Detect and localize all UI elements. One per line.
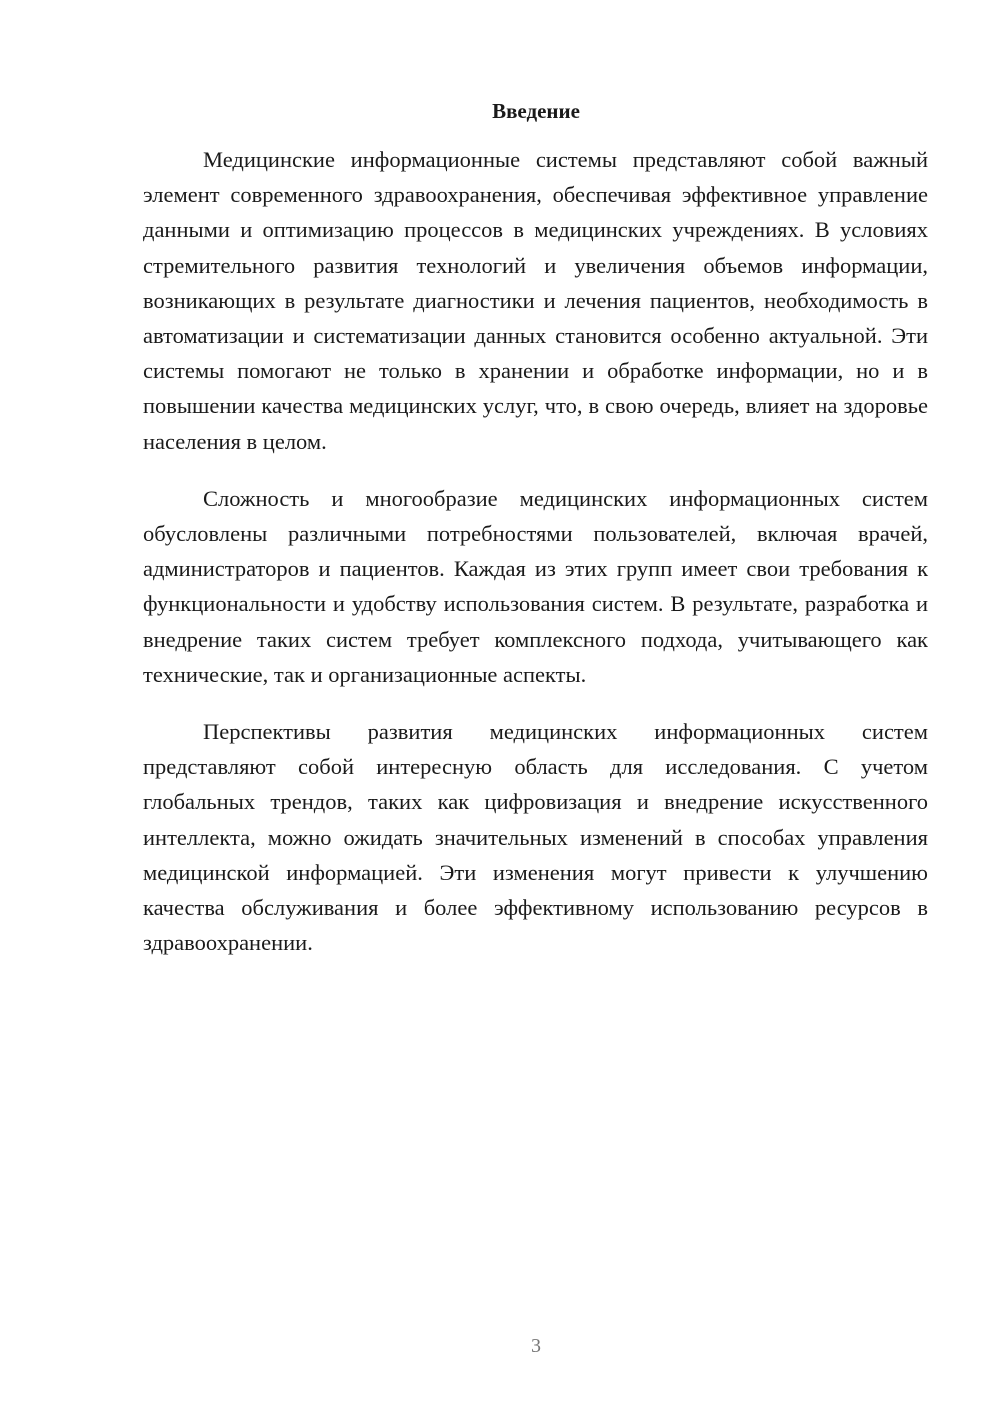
paragraph-1: Медицинские информационные системы представляют собой важный элемент современного здравоохранения, обеспечивая эффективное управление данными и оптимизацию процессов в медицинских учреждениях. В условиях стремительного развития технологий и увеличения объемов информации, возникающих в результате диагностики и лечения пациентов, необходимость в автоматизации и систематизации данных становится особенно актуальной. Эти системы помогают не только в хранении и обработке информации, но и в повышении качества медицинских услуг, что, в свою очередь, влияет на здоровье населения в целом. — [143, 147, 928, 454]
section-heading: Введение — [492, 99, 580, 123]
body-text — [143, 142, 928, 982]
paragraph-2: Сложность и многообразие медицинских информационных систем обусловлены различными потребностями пользователей, включая врачей, администраторов и пациентов. Каждая из этих групп имеет свои требования к функциональности и удобству использования систем. В результате, разработка и внедрение таких систем требует комплексного подхода, учитывающего как технические, так и организационные аспекты. — [143, 485, 928, 687]
page-number: 3 — [531, 1335, 541, 1357]
paragraph-3: Перспективы развития медицинских информационных систем представляют собой интересную область для исследования. С учетом глобальных трендов, таких как цифровизация и внедрение искусственного интеллекта, можно ожидать значительных изменений в способах управления медицинской информацией. Эти изменения могут привести к улучшению качества обслуживания и более эффективному использованию ресурсов в здравоохранении. — [143, 719, 928, 956]
